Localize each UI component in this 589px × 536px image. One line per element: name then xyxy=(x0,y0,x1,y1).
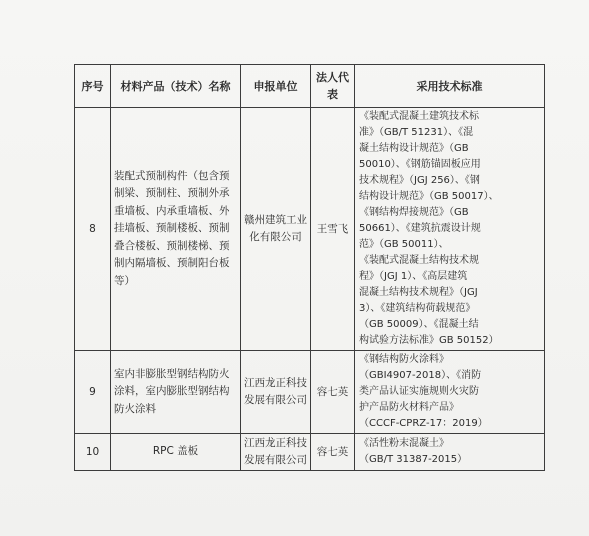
row-material: RPC 盖板 xyxy=(111,434,241,471)
table-row xyxy=(75,434,545,471)
standard-line: 《活性粉末混凝土》 xyxy=(359,438,449,449)
row-standards xyxy=(355,108,545,351)
standard-line: 护产品防火材料产品》 xyxy=(359,402,459,413)
standard-line: 准》（GB/T 51231）、《混 xyxy=(359,127,474,138)
header-rep: 法人代表 xyxy=(311,65,355,108)
standard-line: 范》（GB 50011）、 xyxy=(359,239,449,250)
standard-line: 程》（JGJ 1）、《高层建筑 xyxy=(359,271,468,282)
table-header-row xyxy=(75,65,545,108)
standard-line: （GB 50009）、《混凝土结 xyxy=(359,319,479,330)
row-material: 装配式预制构件（包含预制梁、预制柱、预制外承重墙板、内承重墙板、外挂墙板、预制楼板、预制叠合楼板、预制楼梯、预制内隔墙板、预制阳台板等） xyxy=(111,108,241,351)
standard-line: （CCCF-CPRZ-17：2019） xyxy=(359,418,488,429)
standard-line: 构试验方法标准》GB 50152） xyxy=(359,335,499,346)
header-unit: 申报单位 xyxy=(241,65,311,108)
row-no: 9 xyxy=(75,351,111,434)
row-rep: 容七英 xyxy=(311,434,355,471)
header-material: 材料产品（技术）名称 xyxy=(111,65,241,108)
row-unit: 江西龙正科技发展有限公司 xyxy=(241,351,311,434)
row-no: 8 xyxy=(75,108,111,351)
standard-line: 结构设计规范》（GB 50017）、 xyxy=(359,191,499,202)
row-standards xyxy=(355,351,545,434)
standard-line: 《钢结构防火涂料》 xyxy=(359,354,449,365)
table-row xyxy=(75,108,545,351)
standard-line: 技术规程》（JGJ 256）、《钢 xyxy=(359,175,480,186)
header-no: 序号 xyxy=(75,65,111,108)
standard-line: （GBI4907-2018）、《消防 xyxy=(359,370,482,381)
standard-line: 3）、《建筑结构荷载规范》 xyxy=(359,303,476,314)
standard-line: （GB/T 31387-2015） xyxy=(359,454,468,465)
standards-table xyxy=(74,64,545,471)
row-no: 10 xyxy=(75,434,111,471)
standard-line: 《钢结构焊接规范》（GB xyxy=(359,207,469,218)
standard-line: 50661）、《建筑抗震设计规 xyxy=(359,223,481,234)
row-rep: 容七英 xyxy=(311,351,355,434)
row-unit: 江西龙正科技发展有限公司 xyxy=(241,434,311,471)
header-standards: 采用技术标准 xyxy=(355,65,545,108)
standard-line: 凝土结构设计规范》（GB xyxy=(359,143,469,154)
table-row xyxy=(75,351,545,434)
standard-line: 混凝土结构技术规程》（JGJ xyxy=(359,287,478,298)
row-unit: 赣州建筑工业化有限公司 xyxy=(241,108,311,351)
row-rep: 王雪飞 xyxy=(311,108,355,351)
standard-line: 类产品认证实施规则火灾防 xyxy=(359,386,479,397)
standard-line: 《装配式混凝土结构技术规 xyxy=(359,255,479,266)
row-standards xyxy=(355,434,545,471)
row-material: 室内非膨胀型钢结构防火涂料，室内膨胀型钢结构防火涂料 xyxy=(111,351,241,434)
standard-line: 50010）、《钢筋锚固板应用 xyxy=(359,159,481,170)
standard-line: 《装配式混凝土建筑技术标 xyxy=(359,111,479,122)
